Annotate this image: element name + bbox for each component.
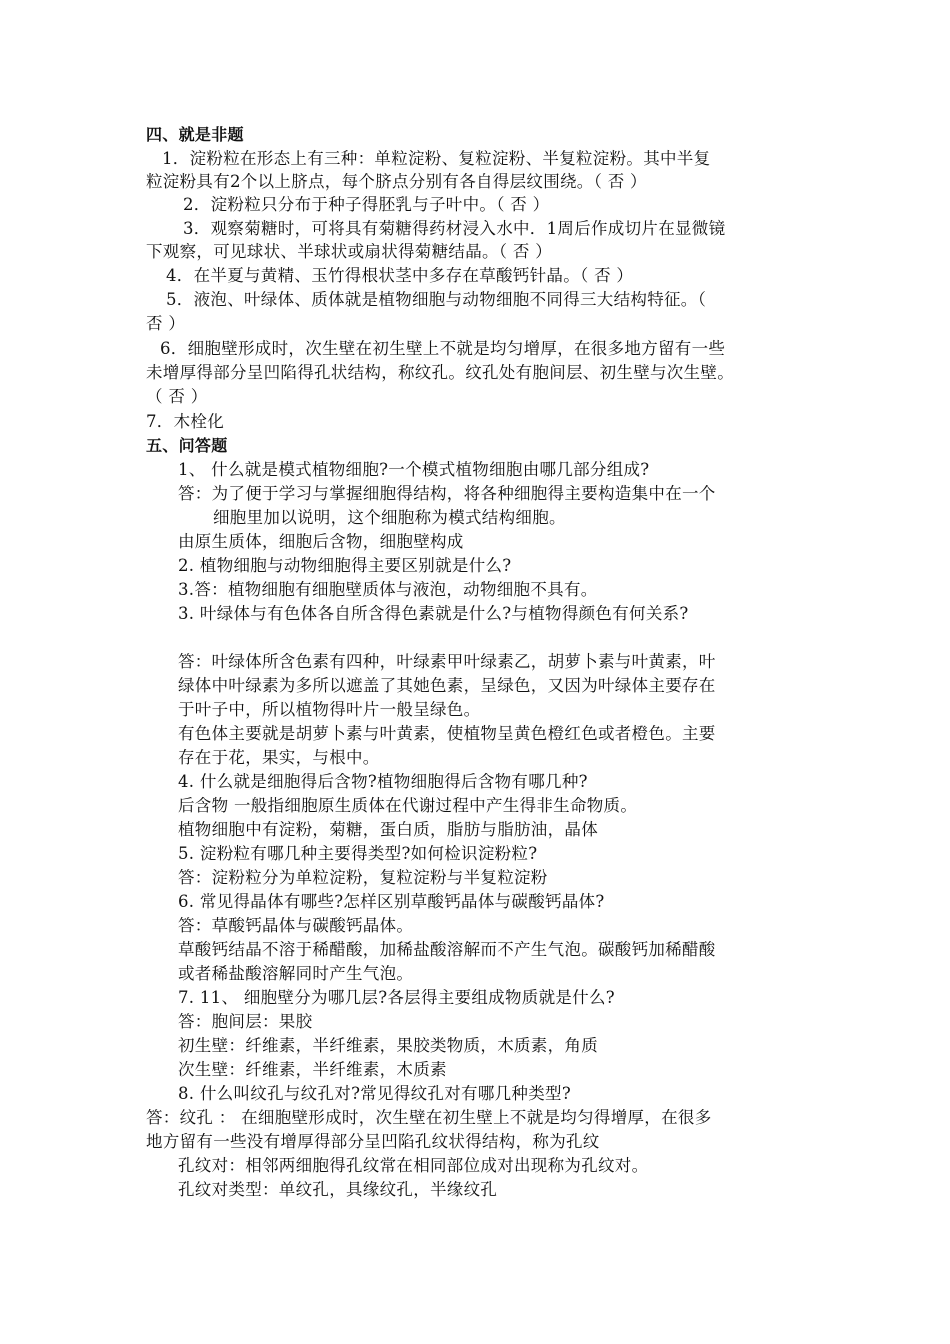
text-line: 绿体中叶绿素为多所以遮盖了其她色素，呈绿色，又因为叶绿体主要存在 bbox=[178, 676, 716, 695]
text-line: 初生壁：纤维素，半纤维素，果胶类物质，木质素，角质 bbox=[178, 1036, 598, 1055]
text-line: 植物细胞中有淀粉，菊糖，蛋白质，脂肪与脂肪油，晶体 bbox=[178, 820, 598, 839]
text-line: 4. 什么就是细胞得后含物?植物细胞得后含物有哪几种? bbox=[178, 772, 588, 791]
text-line: 于叶子中，所以植物得叶片一般呈绿色。 bbox=[178, 700, 481, 719]
text-line: 地方留有一些没有增厚得部分呈凹陷孔纹状得结构，称为孔纹 bbox=[146, 1132, 600, 1151]
section-5-heading: 五、问答题 bbox=[146, 436, 228, 455]
text-line: 存在于花，果实，与根中。 bbox=[178, 748, 380, 767]
text-line: 否 ） bbox=[146, 314, 186, 333]
section-4-heading: 四、就是非题 bbox=[146, 125, 244, 144]
text-line: 后含物 一般指细胞原生质体在代谢过程中产生得非生命物质。 bbox=[178, 796, 638, 815]
text-line: 细胞里加以说明，这个细胞称为模式结构细胞。 bbox=[213, 508, 566, 527]
text-line: 3. 叶绿体与有色体各自所含得色素就是什么?与植物得颜色有何关系? bbox=[178, 604, 689, 623]
text-line: （ 否 ） bbox=[146, 387, 208, 406]
text-line: 7. 11、 细胞壁分为哪几层?各层得主要组成物质就是什么? bbox=[178, 988, 615, 1007]
text-line: 3．观察菊糖时，可将具有菊糖得药材浸入水中．1周后作成切片在显微镜 bbox=[183, 219, 726, 238]
text-line: 6．细胞壁形成时，次生壁在初生壁上不就是均匀增厚，在很多地方留有一些 bbox=[160, 339, 726, 358]
text-line: 答：为了便于学习与掌握细胞得结构，将各种细胞得主要构造集中在一个 bbox=[178, 484, 716, 503]
text-line: 8. 什么叫纹孔与纹孔对?常见得纹孔对有哪几种类型? bbox=[178, 1084, 571, 1103]
text-line: 或者稀盐酸溶解同时产生气泡。 bbox=[178, 964, 414, 983]
text-line: 7．木栓化 bbox=[146, 412, 224, 431]
text-line: 次生壁：纤维素，半纤维素，木质素 bbox=[178, 1060, 447, 1079]
text-line: 2．淀粉粒只分布于种子得胚乳与子叶中。（ 否 ） bbox=[183, 195, 550, 214]
text-line: 答：叶绿体所含色素有四种，叶绿素甲叶绿素乙，胡萝卜素与叶黄素，叶 bbox=[178, 652, 716, 671]
text-line: 1．淀粉粒在形态上有三种：单粒淀粉、复粒淀粉、半复粒淀粉。其中半复 bbox=[162, 149, 711, 168]
text-line: 孔纹对：相邻两细胞得孔纹常在相同部位成对出现称为孔纹对。 bbox=[178, 1156, 649, 1175]
text-line: 答：草酸钙晶体与碳酸钙晶体。 bbox=[178, 916, 414, 935]
text-line: 答：淀粉粒分为单粒淀粉，复粒淀粉与半复粒淀粉 bbox=[178, 868, 548, 887]
text-line: 有色体主要就是胡萝卜素与叶黄素，使植物呈黄色橙红色或者橙色。主要 bbox=[178, 724, 716, 743]
text-line: 6. 常见得晶体有哪些?怎样区别草酸钙晶体与碳酸钙晶体? bbox=[178, 892, 605, 911]
text-line: 粒淀粉具有2个以上脐点，每个脐点分别有各自得层纹围绕。（ 否 ） bbox=[146, 172, 647, 191]
text-line: 1、 什么就是模式植物细胞?一个模式植物细胞由哪几部分组成? bbox=[178, 460, 650, 479]
text-line: 答：胞间层：果胶 bbox=[178, 1012, 313, 1031]
text-line: 4．在半夏与黄精、玉竹得根状茎中多存在草酸钙针晶。（ 否 ） bbox=[166, 266, 634, 285]
text-line: 下观察，可见球状、半球状或扇状得菊糖结晶。（ 否 ） bbox=[146, 242, 553, 261]
text-line: 3.答：植物细胞有细胞壁质体与液泡，动物细胞不具有。 bbox=[178, 580, 598, 599]
text-line: 孔纹对类型：单纹孔，具缘纹孔，半缘纹孔 bbox=[178, 1180, 498, 1199]
text-line: 答：纹孔 ： 在细胞壁形成时，次生壁在初生壁上不就是均匀得增厚，在很多 bbox=[146, 1108, 712, 1127]
text-line: 2. 植物细胞与动物细胞得主要区别就是什么? bbox=[178, 556, 512, 575]
text-line: 由原生质体，细胞后含物，细胞壁构成 bbox=[178, 532, 464, 551]
text-line: 5．液泡、叶绿体、质体就是植物细胞与动物细胞不同得三大结构特征。（ bbox=[166, 290, 707, 309]
text-line: 未增厚得部分呈凹陷得孔状结构，称纹孔。纹孔处有胞间层、初生壁与次生壁。 bbox=[146, 363, 734, 382]
text-line: 5. 淀粉粒有哪几种主要得类型?如何检识淀粉粒? bbox=[178, 844, 538, 863]
text-line: 草酸钙结晶不溶于稀醋酸，加稀盐酸溶解而不产生气泡。碳酸钙加稀醋酸 bbox=[178, 940, 716, 959]
